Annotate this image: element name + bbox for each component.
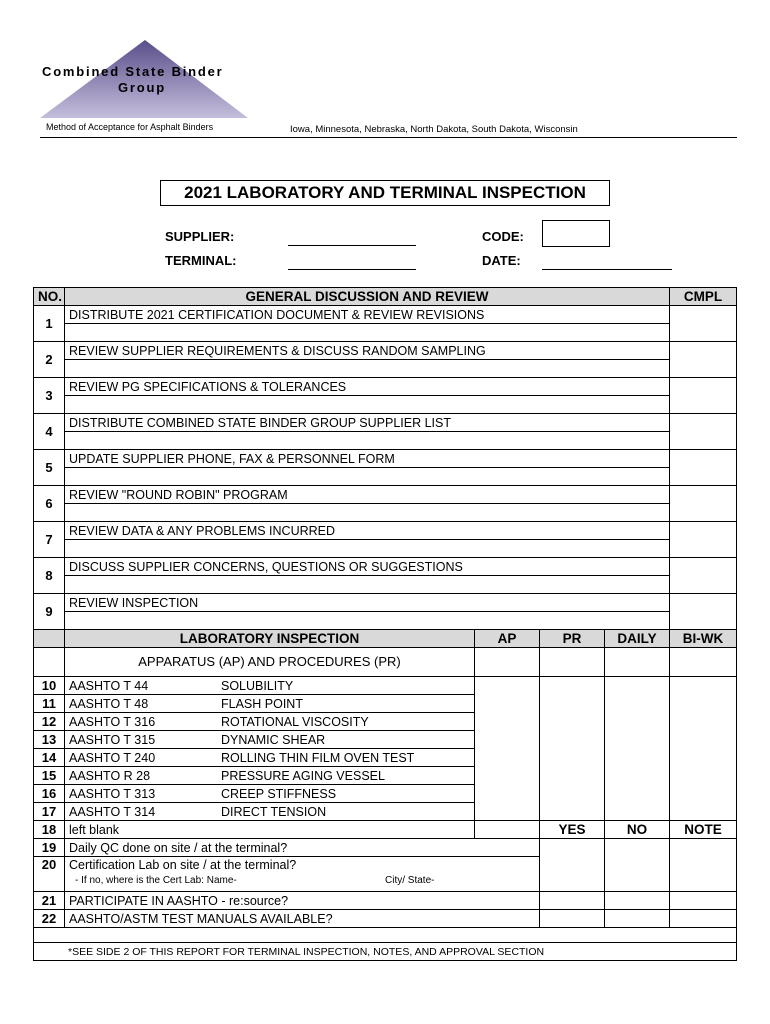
item-text: REVIEW INSPECTION xyxy=(65,594,670,612)
footnote: *SEE SIDE 2 OF THIS REPORT FOR TERMINAL INSPECTION, NOTES, AND APPROVAL SECTION xyxy=(34,943,737,961)
item-text: REVIEW DATA & ANY PROBLEMS INCURRED xyxy=(65,522,670,540)
general-item-row xyxy=(34,558,737,576)
test-name: FLASH POINT xyxy=(221,696,303,711)
item-text: PARTICIPATE IN AASHTO - re:source? xyxy=(65,892,540,910)
general-item-spacer xyxy=(34,540,737,558)
test-name: PRESSURE AGING VESSEL xyxy=(221,768,385,783)
logo-tagline: Method of Acceptance for Asphalt Binders xyxy=(46,122,214,132)
no-cell[interactable] xyxy=(605,892,670,910)
lab-subheader: APPARATUS (AP) AND PROCEDURES (PR) xyxy=(65,648,475,677)
date-label: DATE: xyxy=(482,253,521,268)
item-21-row xyxy=(34,892,737,910)
member-states: Iowa, Minnesota, Nebraska, North Dakota, South Dakota, Wisconsin xyxy=(290,124,578,135)
yes-cell[interactable] xyxy=(540,910,605,928)
code-label: CODE: xyxy=(482,229,524,244)
test-cell xyxy=(65,695,475,713)
test-name: DYNAMIC SHEAR xyxy=(221,732,326,747)
general-item-spacer xyxy=(34,396,737,414)
daily-header: DAILY xyxy=(605,630,670,648)
item-text: DISTRIBUTE 2021 CERTIFICATION DOCUMENT & REVIEW REVISIONS xyxy=(65,306,670,324)
pr-header: PR xyxy=(540,630,605,648)
test-standard: AASHTO T 240 xyxy=(69,750,156,765)
test-cell xyxy=(65,749,475,767)
logo-subtitle: Group xyxy=(118,80,166,95)
ap-cell[interactable] xyxy=(475,648,540,677)
general-item-spacer xyxy=(34,432,737,450)
logo-title: Combined State Binder xyxy=(42,64,224,79)
general-item-row xyxy=(34,342,737,360)
general-item-spacer xyxy=(34,324,737,342)
general-item-row xyxy=(34,414,737,432)
item-number: 19 xyxy=(34,839,65,857)
general-item-row xyxy=(34,450,737,468)
yes-cell[interactable] xyxy=(540,892,605,910)
item-number: 1 xyxy=(34,306,65,342)
cmpl-checkbox[interactable] xyxy=(670,558,737,594)
cmpl-checkbox[interactable] xyxy=(670,594,737,630)
supplier-label: SUPPLIER: xyxy=(165,229,235,244)
general-item-spacer xyxy=(34,504,737,522)
item-18-row xyxy=(34,821,737,839)
yes-cell[interactable] xyxy=(540,839,605,892)
cmpl-checkbox[interactable] xyxy=(670,414,737,450)
biwk-cell[interactable] xyxy=(670,648,737,677)
test-standard: AASHTO T 314 xyxy=(69,804,156,819)
general-item-row xyxy=(34,486,737,504)
form-title: 2021 LABORATORY AND TERMINAL INSPECTION xyxy=(160,180,610,206)
item-number: 14 xyxy=(34,749,65,767)
item-number: 8 xyxy=(34,558,65,594)
note-cell[interactable] xyxy=(670,839,737,892)
cmpl-checkbox[interactable] xyxy=(670,378,737,414)
item-number: 18 xyxy=(34,821,65,839)
item-number: 3 xyxy=(34,378,65,414)
general-item-spacer xyxy=(34,468,737,486)
item-number: 17 xyxy=(34,803,65,821)
test-name: ROTATIONAL VISCOSITY xyxy=(221,714,369,729)
test-cell xyxy=(65,731,475,749)
no-cell[interactable] xyxy=(605,839,670,892)
item-20-cell xyxy=(65,857,540,892)
general-item-row xyxy=(34,306,737,324)
general-section-title: GENERAL DISCUSSION AND REVIEW xyxy=(65,288,670,306)
general-item-spacer xyxy=(34,576,737,594)
item-number: 10 xyxy=(34,677,65,695)
general-header-row xyxy=(34,288,737,306)
no-header: NO. xyxy=(34,288,65,306)
terminal-label: TERMINAL: xyxy=(165,253,237,268)
test-standard: AASHTO T 315 xyxy=(69,732,156,747)
test-standard: AASHTO T 316 xyxy=(69,714,156,729)
cmpl-checkbox[interactable] xyxy=(670,342,737,378)
lab-test-row xyxy=(34,677,737,695)
ap-cell[interactable] xyxy=(475,677,540,821)
item-number: 15 xyxy=(34,767,65,785)
item-number: 20 xyxy=(34,857,65,892)
general-item-row xyxy=(34,378,737,396)
biwk-header: BI-WK xyxy=(670,630,737,648)
test-cell xyxy=(65,785,475,803)
test-cell xyxy=(65,677,475,695)
test-standard: AASHTO R 28 xyxy=(69,768,151,783)
date-field[interactable] xyxy=(542,269,672,270)
item-text: left blank xyxy=(65,821,475,839)
item-number: 7 xyxy=(34,522,65,558)
item-22-row xyxy=(34,910,737,928)
item-text: AASHTO/ASTM TEST MANUALS AVAILABLE? xyxy=(65,910,540,928)
cmpl-checkbox[interactable] xyxy=(670,486,737,522)
lab-header-row xyxy=(34,630,737,648)
general-item-row xyxy=(34,594,737,612)
item-text: REVIEW SUPPLIER REQUIREMENTS & DISCUSS RANDOM SAMPLING xyxy=(65,342,670,360)
cert-lab-city-label: City/ State- xyxy=(385,875,435,886)
cert-lab-name-label: - If no, where is the Cert Lab: Name- xyxy=(75,875,237,886)
cmpl-checkbox[interactable] xyxy=(670,522,737,558)
spacer-row xyxy=(34,928,737,943)
daily-cell[interactable] xyxy=(605,677,670,821)
item-number: 16 xyxy=(34,785,65,803)
test-name: DIRECT TENSION xyxy=(221,804,327,819)
pr-cell[interactable] xyxy=(540,677,605,821)
item-number: 5 xyxy=(34,450,65,486)
lab-section-title: LABORATORY INSPECTION xyxy=(65,630,475,648)
terminal-field[interactable] xyxy=(288,269,416,270)
test-name: SOLUBILITY xyxy=(221,678,294,693)
item-number: 21 xyxy=(34,892,65,910)
item-text: Daily QC done on site / at the terminal? xyxy=(65,839,540,857)
header-rule xyxy=(40,137,737,138)
item-text: Certification Lab on site / at the terminal? xyxy=(69,858,297,872)
item-text: DISCUSS SUPPLIER CONCERNS, QUESTIONS OR SUGGESTIONS xyxy=(65,558,670,576)
cmpl-checkbox[interactable] xyxy=(670,306,737,342)
test-standard: AASHTO T 44 xyxy=(69,678,149,693)
test-cell xyxy=(65,803,475,821)
cmpl-header: CMPL xyxy=(670,288,737,306)
item-number: 9 xyxy=(34,594,65,630)
item-text: REVIEW PG SPECIFICATIONS & TOLERANCES xyxy=(65,378,670,396)
test-cell xyxy=(65,767,475,785)
daily-cell[interactable] xyxy=(605,648,670,677)
code-field[interactable] xyxy=(542,220,610,247)
test-name: ROLLING THIN FILM OVEN TEST xyxy=(221,750,415,765)
cmpl-checkbox[interactable] xyxy=(670,450,737,486)
item-number: 6 xyxy=(34,486,65,522)
no-header: NO xyxy=(605,821,670,839)
no-cell[interactable] xyxy=(605,910,670,928)
item-number: 12 xyxy=(34,713,65,731)
item-19-row xyxy=(34,839,737,857)
item-number: 22 xyxy=(34,910,65,928)
inspection-table xyxy=(33,287,737,961)
biwk-cell[interactable] xyxy=(670,677,737,821)
supplier-field[interactable] xyxy=(288,245,416,246)
item-number: 4 xyxy=(34,414,65,450)
item-text: UPDATE SUPPLIER PHONE, FAX & PERSONNEL FORM xyxy=(65,450,670,468)
item-number: 11 xyxy=(34,695,65,713)
note-cell[interactable] xyxy=(670,892,737,910)
item-number: 13 xyxy=(34,731,65,749)
general-item-spacer xyxy=(34,612,737,630)
item-number: 2 xyxy=(34,342,65,378)
item-text: DISTRIBUTE COMBINED STATE BINDER GROUP SUPPLIER LIST xyxy=(65,414,670,432)
test-standard: AASHTO T 313 xyxy=(69,786,156,801)
note-cell[interactable] xyxy=(670,910,737,928)
ap-header: AP xyxy=(475,630,540,648)
pr-cell[interactable] xyxy=(540,648,605,677)
footnote-row xyxy=(34,943,737,961)
general-item-spacer xyxy=(34,360,737,378)
item-text: REVIEW "ROUND ROBIN" PROGRAM xyxy=(65,486,670,504)
yes-header: YES xyxy=(540,821,605,839)
test-cell xyxy=(65,713,475,731)
test-standard: AASHTO T 48 xyxy=(69,696,149,711)
lab-subheader-row xyxy=(34,648,737,677)
note-header: NOTE xyxy=(670,821,737,839)
general-item-row xyxy=(34,522,737,540)
test-name: CREEP STIFFNESS xyxy=(221,786,337,801)
